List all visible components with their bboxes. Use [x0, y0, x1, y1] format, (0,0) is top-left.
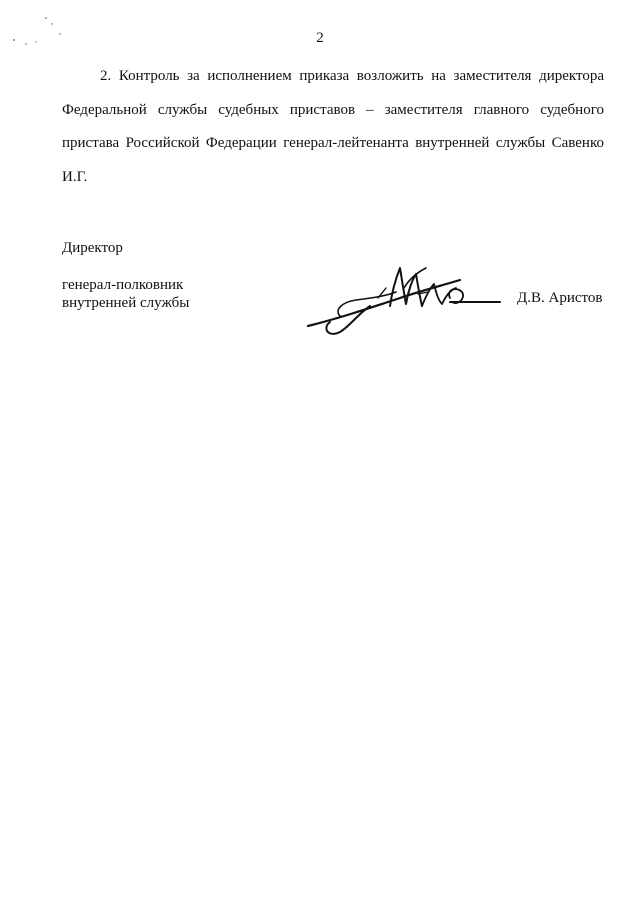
signer-name: Д.В. Аристов	[517, 290, 603, 306]
order-paragraph-container	[62, 60, 604, 194]
signer-rank-line2: внутренней службы	[62, 295, 190, 311]
signer-rank-line1: генерал-полковник	[62, 277, 184, 293]
page-number: 2	[316, 30, 324, 46]
handwritten-signature	[300, 258, 510, 340]
signer-rank	[62, 276, 189, 312]
signer-title: Директор	[62, 240, 123, 256]
order-paragraph: 2. Контроль за исполнением приказа возложить на заместителя директора Федеральной службы судебных приставов – заместителя главного судебного пристава Российской Федерации генерал-лейтенанта внутренней службы Савенко И.Г.	[62, 68, 604, 185]
